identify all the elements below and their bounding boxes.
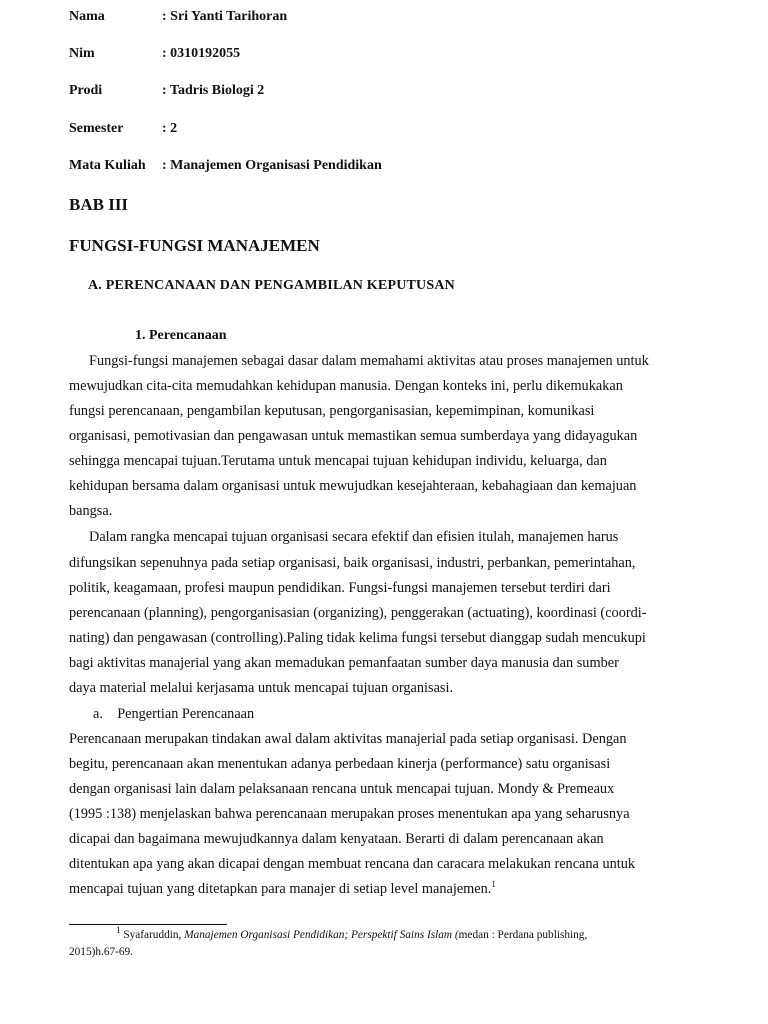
footnote-number: 1 (116, 925, 121, 936)
paragraph-line: mewujudkan cita-cita memudahkan kehidupan manusia. Dengan konteks ini, perlu dikemukakan (69, 378, 623, 394)
name-label: Nama (69, 9, 105, 24)
section-a-heading: A. PERENCANAAN DAN PENGAMBILAN KEPUTUSAN (88, 278, 455, 293)
footnote (116, 925, 588, 941)
paragraph-line-last (69, 881, 496, 898)
footnote-title: Manajemen Organisasi Pendidikan; Perspektif Sains Islam ( (184, 929, 459, 941)
course-value: : Manajemen Organisasi Pendidikan (162, 158, 382, 173)
paragraph-line: nating) dan pengawasan (controlling).Paling tidak kelima fungsi tersebut dianggap sudah mencukupi (69, 630, 646, 646)
paragraph-line: bagi aktivitas manajerial yang akan memadukan pemanfaatan sumber daya manusia dan sumber (69, 655, 619, 671)
footnote-line-2: 2015)h.67-69. (69, 946, 134, 958)
paragraph-line: kehidupan bersama dalam organisasi untuk mewujudkan kesejahteraan, kebahagiaan dan kemajuan (69, 478, 637, 494)
paragraph-line: dicapai dan bagaimana mewujudkannya dalam kenyataan. Berarti di dalam perencanaan akan (69, 831, 604, 847)
paragraph-line: Perencanaan merupakan tindakan awal dalam aktivitas manajerial pada setiap organisasi. Dengan (69, 731, 627, 747)
paragraph-line: sehingga mencapai tujuan.Terutama untuk mencapai tujuan kehidupan individu, keluarga, dan (69, 453, 607, 469)
semester-value: : 2 (162, 121, 178, 136)
paragraph-line: difungsikan sepenuhnya pada setiap organisasi, baik organisasi, industri, perbankan, pemerintahan, (69, 555, 636, 571)
paragraph-line: fungsi perencanaan, pengambilan keputusan, pengorganisasian, kepemimpinan, komunikasi (69, 403, 595, 419)
semester-label: Semester (69, 121, 124, 136)
paragraph-line: daya material melalui kerjasama untuk mencapai tujuan organisasi. (69, 680, 454, 696)
name-value: : Sri Yanti Tarihoran (162, 9, 288, 24)
paragraph-line: dengan organisasi lain dalam pelaksanaan rencana untuk mencapai tujuan. Mondy & Premeaux (69, 781, 615, 797)
sub-a-heading: a. Pengertian Perencanaan (93, 706, 255, 722)
course-label: Mata Kuliah (69, 158, 146, 173)
paragraph-line: bangsa. (69, 503, 113, 519)
footnote-reference: 1 (491, 879, 496, 890)
paragraph-line: (1995 :138) menjelaskan bahwa perencanaan merupakan proses menentukan apa yang seharusnya (69, 806, 630, 822)
nim-value: : 0310192055 (162, 46, 241, 61)
prodi-value: : Tadris Biologi 2 (162, 83, 265, 98)
chapter-title: FUNGSI-FUNGSI MANAJEMEN (69, 236, 320, 255)
paragraph-line: Dalam rangka mencapai tujuan organisasi secara efektif dan efisien itulah, manajemen harus (89, 529, 619, 545)
paragraph-line: ditentukan apa yang akan dicapai dengan membuat rencana dan caracara melakukan rencana untuk (69, 856, 636, 872)
nim-label: Nim (69, 46, 95, 61)
footnote-author: Syafaruddin, (120, 929, 185, 941)
paragraph-line: begitu, perencanaan akan menentukan adanya perbedaan kinerja (performance) satu organisasi (69, 756, 611, 772)
paragraph-line: Fungsi-fungsi manajemen sebagai dasar dalam memahami aktivitas atau proses manajemen untuk (89, 353, 649, 369)
footnote-publisher: medan : Perdana publishing, (458, 929, 588, 941)
prodi-label: Prodi (69, 83, 103, 98)
paragraph-line: perencanaan (planning), pengorganisasian (organizing), penggerakan (actuating), koordinasi (coordi- (69, 605, 647, 621)
chapter-heading: BAB III (69, 195, 129, 214)
footnote-divider (69, 924, 227, 925)
subsection-1-heading: 1. Perencanaan (135, 328, 227, 343)
paragraph-line: organisasi, pemotivasian dan pengawasan untuk memastikan semua sumberdaya yang didayagukan (69, 428, 638, 444)
paragraph-line-text: mencapai tujuan yang ditetapkan para manajer di setiap level manajemen. (69, 881, 492, 897)
paragraph-line: politik, keagamaan, profesi maupun pendidikan. Fungsi-fungsi manajemen tersebut terdiri dari (69, 580, 611, 596)
